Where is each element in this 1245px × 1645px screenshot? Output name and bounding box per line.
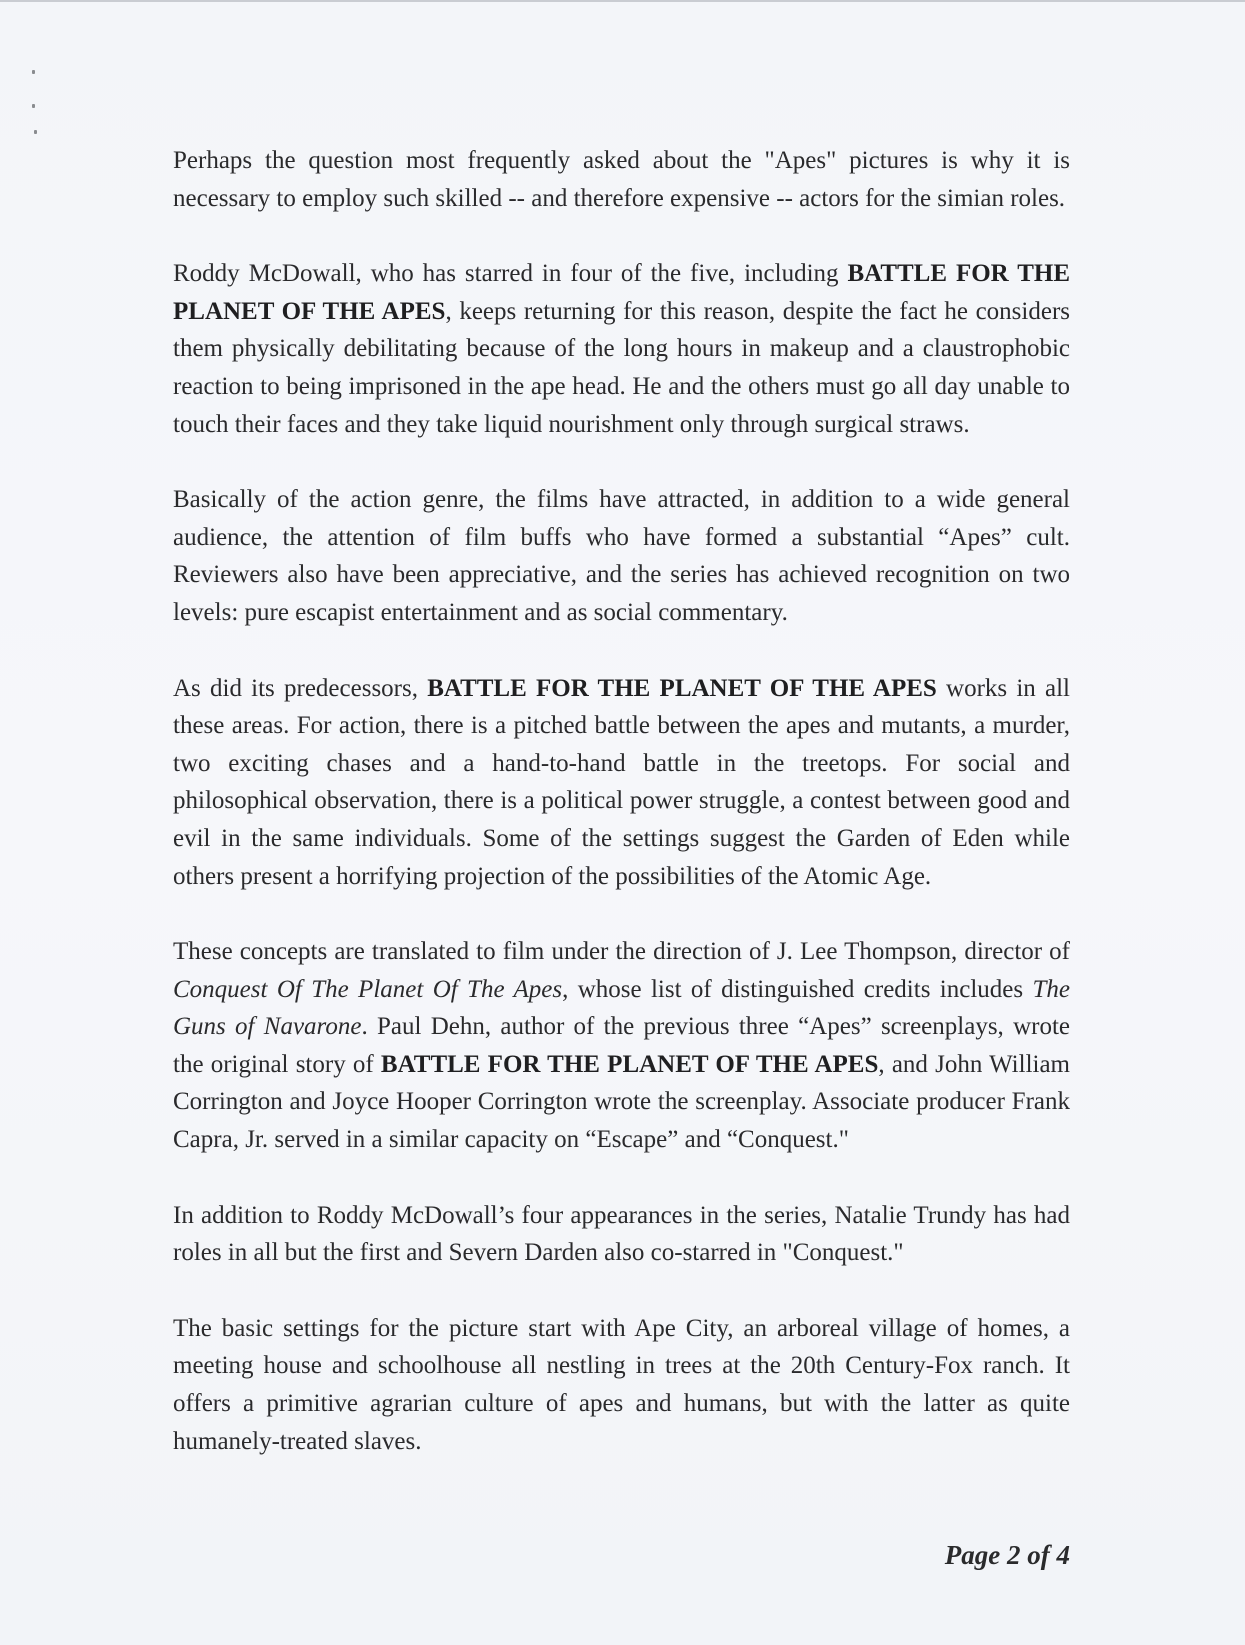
- film-title-italic: The Guns of Navarone: [173, 975, 1070, 1041]
- paragraph-text: The basic settings for the picture start with Ape City, an arboreal village of homes, a meeting house and schoolhouse all nestling in trees at the 20th Century-Fox ranch. It offers a primitive agrarian culture of apes and humans, but with the latter as quite humanely-treated slaves.: [173, 1314, 1070, 1455]
- film-title-bold: BATTLE FOR THE PLANET OF THE APES: [173, 260, 1070, 325]
- paragraph-3: [173, 481, 1070, 631]
- paragraph-4: [173, 670, 1070, 896]
- document-body: [173, 142, 1070, 1498]
- paragraph-text: Basically of the action genre, the films have attracted, in addition to a wide general audience, the attention of film buffs who have formed a substantial “Apes” cult. Reviewers also have been appreciative, and the series has achieved recognition on two levels: pure escapist entertainment and as social commentary.: [173, 486, 1070, 626]
- paragraph-6: [173, 1197, 1070, 1272]
- paragraph-text: As did its predecessors,: [173, 674, 428, 702]
- page-number: Page 2 of 4: [944, 1540, 1070, 1570]
- paragraph-text: , whose list of distinguished credits includes: [562, 975, 1033, 1003]
- paragraph-text: . Paul Dehn, author of the previous three “Apes” screenplays, wrote the original story of: [173, 1013, 1071, 1078]
- paragraph-7: [173, 1310, 1070, 1460]
- paragraph-text: , keeps returning for this reason, despite the fact he considers them physically debilitating because of the long hours in makeup and a claustrophobic reaction to being imprisoned in the ape head. He and the others must go all day unable to touch their faces and they take liquid nourishment only through surgical straws.: [173, 297, 1070, 438]
- paragraph-1: [173, 142, 1070, 217]
- film-title-bold: BATTLE FOR THE PLANET OF THE APES: [427, 674, 937, 702]
- film-title-bold: BATTLE FOR THE PLANET OF THE APES: [380, 1050, 879, 1078]
- scan-speck: [34, 130, 37, 134]
- paragraph-text: works in all these areas. For action, there is a pitched battle between the apes and mutants, a murder, two exciting chases and a hand-to-hand battle in the treetops. For social and philosophical observation, there is a political power struggle, a contest between good and evil in the same individuals. Some of the settings suggest the Garden of Eden while others present a horrifying projection of the possibilities of the Atomic Age.: [173, 674, 1071, 890]
- page-top-edge: [0, 0, 1245, 2]
- paragraph-text: , and John William Corrington and Joyce Hooper Corrington wrote the screenplay. Associate producer Frank Capra, Jr. served in a similar capacity on “Escape” and “Conquest.": [173, 1050, 1070, 1154]
- paragraph-text: In addition to Roddy McDowall’s four appearances in the series, Natalie Trundy has had roles in all but the first and Severn Darden also co-starred in "Conquest.": [173, 1201, 1070, 1267]
- film-title-italic: Conquest Of The Planet Of The Apes: [173, 975, 563, 1003]
- paragraph-text: Perhaps the question most frequently asked about the "Apes" pictures is why it is necessary to employ such skilled -- and therefore expensive -- actors for the simian roles.: [173, 147, 1070, 212]
- scan-speck: [32, 104, 35, 108]
- paragraph-text: These concepts are translated to film under the direction of J. Lee Thompson, director of: [173, 938, 1070, 966]
- paragraph-5: [173, 933, 1070, 1159]
- scan-speck: [32, 70, 35, 74]
- paragraph-text: Roddy McDowall, who has starred in four of the five, including: [173, 260, 848, 288]
- paragraph-2: [173, 255, 1070, 443]
